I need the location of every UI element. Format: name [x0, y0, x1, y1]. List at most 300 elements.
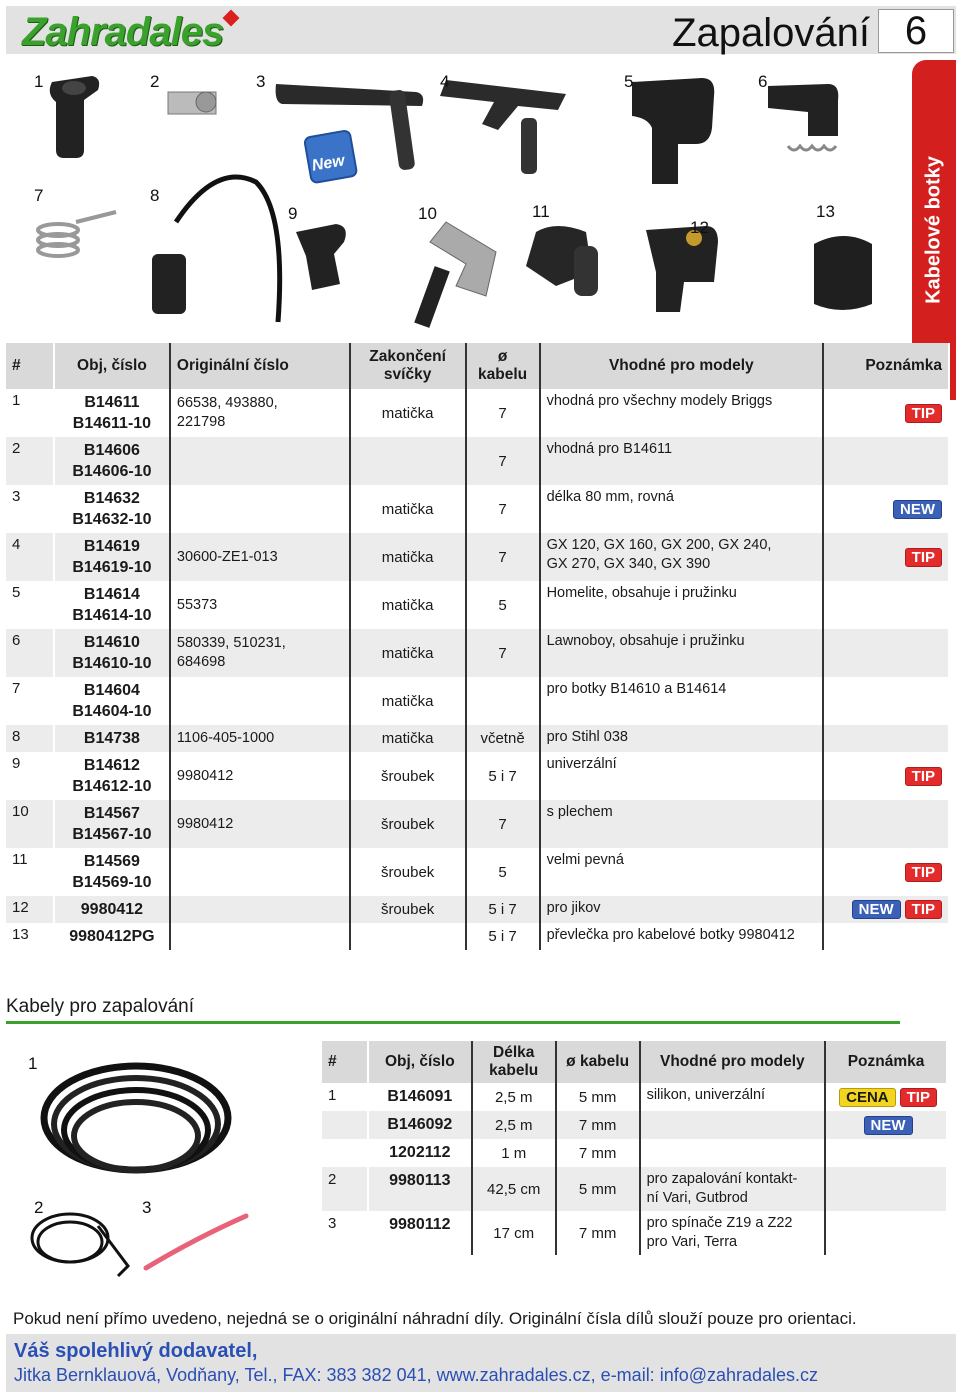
- header-orig: Originální číslo: [170, 343, 350, 389]
- boot-10-image: [414, 222, 496, 328]
- cable-diameter: [556, 1083, 640, 1111]
- cable-photos: [6, 1038, 312, 1298]
- cable-diameter: [466, 437, 540, 485]
- original-number: [170, 485, 350, 533]
- photo-label-2: 2: [150, 72, 160, 91]
- cell-line: B14619-10: [72, 559, 152, 576]
- cable-diameter: [556, 1139, 640, 1167]
- row-number: [6, 485, 54, 533]
- boots-table-body: [6, 389, 949, 950]
- table-row: [322, 1083, 947, 1111]
- plug-end: [350, 437, 466, 485]
- tip-badge: TIP: [900, 1088, 937, 1107]
- cell-line: B14632-10: [72, 511, 152, 528]
- note: [823, 752, 949, 800]
- row-number: [6, 629, 54, 677]
- header-dia: ø kabelu: [466, 343, 540, 389]
- original-number: [170, 752, 350, 800]
- table-row: [6, 629, 949, 677]
- table-row: [322, 1167, 947, 1211]
- cell-line: B14567: [83, 805, 140, 822]
- cell-line: 5 mm: [578, 1088, 617, 1106]
- cell-line: 9980113: [389, 1172, 451, 1189]
- tip-badge: TIP: [905, 404, 942, 423]
- cell-line: 221798: [176, 414, 226, 430]
- cell-line: vhodná pro všechny modely Briggs: [546, 393, 773, 409]
- cable-header-models: Vhodné pro modely: [640, 1041, 826, 1083]
- note: [823, 848, 949, 896]
- page-number: 6: [878, 9, 954, 53]
- cell-line: šroubek: [380, 901, 435, 918]
- note: [823, 581, 949, 629]
- cell-line: GX 270, GX 340, GX 390: [546, 556, 711, 572]
- cell-line: s plechem: [546, 804, 613, 820]
- table-row: [6, 800, 949, 848]
- cable-small-coil-image: [32, 1214, 128, 1276]
- cell-line: matička: [381, 404, 434, 422]
- header-models: Vhodné pro modely: [540, 343, 824, 389]
- order-number: [54, 485, 170, 533]
- cable-diameter: [466, 485, 540, 533]
- cell-line: 1202112: [389, 1144, 451, 1161]
- boot-1-image: [50, 76, 99, 158]
- row-number: [6, 896, 54, 923]
- cable-diameter: [556, 1167, 640, 1211]
- cell-line: matička: [381, 692, 434, 710]
- order-number: [54, 725, 170, 752]
- note: [823, 629, 949, 677]
- cell-line: pro Vari, Terra: [646, 1234, 738, 1250]
- cable-length: [472, 1139, 556, 1167]
- row-number: [322, 1083, 368, 1111]
- footer-contact[interactable]: Jitka Bernklauová, Vodňany, Tel., FAX: 383 382 041, www.zahradales.cz, e-mail: info@zahradales.cz: [14, 1365, 819, 1385]
- photo-label-8: 8: [150, 186, 160, 205]
- cell-line: B14614: [83, 586, 140, 603]
- order-number: [54, 848, 170, 896]
- table-row: [6, 437, 949, 485]
- boot-4-image: [440, 80, 566, 174]
- cable-diameter: [466, 896, 540, 923]
- original-number: [170, 629, 350, 677]
- row-number: [322, 1111, 368, 1139]
- cell-line: 55373: [176, 596, 218, 613]
- cell-line: 3: [12, 488, 21, 505]
- tip-badge: TIP: [905, 863, 942, 882]
- photo-label-13: 13: [816, 202, 835, 221]
- cell-line: 10: [12, 803, 29, 820]
- note: [823, 389, 949, 437]
- cable-8-image: [152, 177, 280, 322]
- cell-line: Lawnoboy, obsahuje i pružinku: [546, 633, 745, 649]
- cell-line: 7: [498, 815, 507, 833]
- tip-badge: TIP: [905, 900, 942, 919]
- row-number: [322, 1139, 368, 1167]
- order-number: [368, 1139, 472, 1167]
- cable-header-num: #: [322, 1041, 368, 1083]
- note: [825, 1111, 947, 1139]
- cell-line: 66538, 493880,: [176, 395, 278, 411]
- original-number: [170, 533, 350, 581]
- cable-photo-label-2: 2: [34, 1198, 44, 1217]
- new-badge: NEW: [893, 500, 942, 519]
- plug-end: [350, 677, 466, 725]
- cell-line: B14619: [83, 538, 140, 555]
- table-row: [6, 923, 949, 950]
- boot-6-image: [768, 84, 838, 150]
- original-number: [170, 581, 350, 629]
- suitable-models: [540, 896, 824, 923]
- page-header: [6, 6, 956, 54]
- cell-line: 3: [328, 1215, 337, 1232]
- table-row: [322, 1111, 947, 1139]
- cable-diameter: [466, 629, 540, 677]
- table-row: [6, 725, 949, 752]
- cable-section-title: Kabely pro zapalování: [6, 996, 195, 1017]
- order-number: [368, 1111, 472, 1139]
- zahradales-logo[interactable]: [22, 8, 237, 54]
- note: [823, 485, 949, 533]
- plug-end: [350, 725, 466, 752]
- original-number: [170, 800, 350, 848]
- cell-line: včetně: [480, 730, 525, 747]
- cell-line: 7: [498, 404, 507, 422]
- cap-13-image: [814, 236, 872, 310]
- cell-line: 7: [498, 452, 507, 470]
- cell-line: 8: [12, 728, 21, 745]
- cell-line: délka 80 mm, rovná: [546, 489, 674, 505]
- boot-11-image: [526, 226, 598, 296]
- cell-line: 5 mm: [578, 1180, 617, 1198]
- new-badge: NEW: [852, 900, 901, 919]
- suitable-models: [540, 437, 824, 485]
- cell-line: matička: [381, 500, 434, 518]
- cable-diameter: [466, 389, 540, 437]
- cable-diameter: [466, 677, 540, 725]
- cell-line: 5 i 7: [488, 767, 517, 785]
- row-number: [6, 437, 54, 485]
- cell-line: 7 mm: [578, 1224, 617, 1242]
- row-number: [6, 752, 54, 800]
- cable-diameter: [466, 725, 540, 752]
- cell-line: matička: [381, 644, 434, 662]
- new-badge: NEW: [864, 1116, 913, 1135]
- new-sticker-text: New: [310, 152, 346, 175]
- note: [825, 1083, 947, 1111]
- plug-end: [350, 485, 466, 533]
- cell-line: matička: [381, 548, 434, 566]
- cell-line: 1 m: [501, 1144, 527, 1162]
- cell-line: 4: [12, 536, 21, 553]
- cell-line: 13: [12, 926, 29, 943]
- cell-line: pro jikov: [546, 900, 601, 916]
- cell-line: B14610-10: [72, 655, 152, 672]
- cell-line: 9980412: [176, 815, 234, 832]
- header-note: Poznámka: [823, 343, 949, 389]
- suitable-models: [540, 581, 824, 629]
- footer-supplier: Váš spolehlivý dodavatel,: [14, 1340, 258, 1362]
- note: [823, 923, 949, 950]
- original-number: [170, 896, 350, 923]
- table-row: [6, 677, 949, 725]
- row-number: [6, 581, 54, 629]
- photo-label-6: 6: [758, 72, 768, 91]
- cell-line: B14569: [83, 853, 140, 870]
- suitable-models: [640, 1211, 826, 1255]
- cell-line: 5: [12, 584, 21, 601]
- cable-diameter: [556, 1211, 640, 1255]
- suitable-models: [540, 629, 824, 677]
- cell-line: B14606: [83, 442, 140, 459]
- cable-diameter: [466, 752, 540, 800]
- original-number: [170, 923, 350, 950]
- order-number: [54, 389, 170, 437]
- photo-label-1: 1: [34, 72, 44, 91]
- cable-diameter: [466, 923, 540, 950]
- suitable-models: [540, 533, 824, 581]
- side-tab-label: Kabelové botky: [922, 156, 945, 304]
- photo-label-4: 4: [440, 72, 450, 91]
- order-number: [368, 1211, 472, 1255]
- order-number: [54, 752, 170, 800]
- row-number: [6, 848, 54, 896]
- suitable-models: [640, 1111, 826, 1139]
- cell-line: 2,5 m: [494, 1088, 533, 1106]
- cell-line: ní Vari, Gutbrod: [646, 1190, 748, 1206]
- photo-label-5: 5: [624, 72, 634, 91]
- cell-line: B14632: [83, 490, 140, 507]
- photo-label-10: 10: [418, 204, 437, 223]
- table-row: [6, 389, 949, 437]
- note: [823, 800, 949, 848]
- cell-line: matička: [381, 596, 434, 614]
- note: [823, 725, 949, 752]
- cell-line: B14604: [83, 682, 140, 699]
- cable-photo-label-3: 3: [142, 1198, 152, 1217]
- cell-line: převlečka pro kabelové botky 9980412: [546, 927, 795, 943]
- row-number: [322, 1211, 368, 1255]
- cable-length: [472, 1083, 556, 1111]
- cell-line: 2: [328, 1171, 337, 1188]
- table-row: [6, 533, 949, 581]
- cell-line: GX 120, GX 160, GX 200, GX 240,: [546, 537, 772, 553]
- photo-label-12: 12: [690, 218, 709, 237]
- cable-photo-illustration: [6, 1038, 312, 1298]
- cell-line: B146091: [387, 1088, 453, 1105]
- cable-header-obj: Obj, číslo: [368, 1041, 472, 1083]
- cell-line: 7: [498, 500, 507, 518]
- order-number: [54, 437, 170, 485]
- suitable-models: [540, 677, 824, 725]
- cable-section-divider: [6, 1021, 900, 1024]
- original-number: [170, 677, 350, 725]
- cell-line: B14604-10: [72, 703, 152, 720]
- cable-header-len: Délka kabelu: [472, 1041, 556, 1083]
- plug-end: [350, 752, 466, 800]
- cable-diameter: [466, 533, 540, 581]
- cell-line: matička: [381, 730, 434, 747]
- order-number: [368, 1083, 472, 1111]
- cell-line: 684698: [176, 654, 226, 670]
- order-number: [368, 1167, 472, 1211]
- cell-line: 9980412PG: [69, 928, 155, 945]
- cell-line: 5 i 7: [488, 928, 517, 945]
- cell-line: pro Stihl 038: [546, 729, 628, 745]
- maple-leaf-icon: [223, 10, 240, 27]
- cell-line: 17 cm: [493, 1224, 535, 1242]
- cell-line: 9980412: [80, 901, 144, 918]
- suitable-models: [640, 1139, 826, 1167]
- suitable-models: [540, 752, 824, 800]
- row-number: [322, 1167, 368, 1211]
- cell-line: 5 i 7: [488, 901, 517, 918]
- table-row: [322, 1139, 947, 1167]
- product-photos: [6, 62, 912, 342]
- cell-line: silikon, univerzální: [646, 1087, 766, 1103]
- suitable-models: [540, 725, 824, 752]
- cell-line: 42,5 cm: [487, 1180, 541, 1198]
- photo-label-11: 11: [532, 202, 550, 221]
- plug-end: [350, 923, 466, 950]
- original-number: [170, 848, 350, 896]
- cell-line: B14606-10: [72, 463, 152, 480]
- boots-table: [6, 343, 950, 950]
- photo-label-9: 9: [288, 204, 298, 223]
- tip-badge: TIP: [905, 767, 942, 786]
- cell-line: 5: [498, 863, 507, 881]
- cell-line: 1: [328, 1087, 337, 1104]
- cell-line: šroubek: [380, 863, 435, 881]
- cell-line: šroubek: [380, 815, 435, 833]
- cell-line: B14611: [84, 394, 140, 411]
- order-number: [54, 677, 170, 725]
- boot-12-image: [646, 226, 718, 312]
- plug-end: [350, 389, 466, 437]
- cable-red-image: [146, 1216, 246, 1268]
- cell-line: 6: [12, 632, 21, 649]
- logo-text: Zahradales: [22, 10, 224, 54]
- suitable-models: [640, 1083, 826, 1111]
- row-number: [6, 533, 54, 581]
- cell-line: 7: [12, 680, 21, 697]
- order-number: [54, 533, 170, 581]
- cell-line: B14738: [83, 730, 140, 747]
- cable-header-note: Poznámka: [825, 1041, 947, 1083]
- cell-line: B14612-10: [72, 778, 152, 795]
- cable-length: [472, 1211, 556, 1255]
- cell-line: Homelite, obsahuje i pružinku: [546, 585, 737, 601]
- cable-header-dia: ø kabelu: [556, 1041, 640, 1083]
- cell-line: B14614-10: [72, 607, 152, 624]
- cables-table-header: [322, 1041, 947, 1083]
- cable-photo-label-1: 1: [28, 1054, 38, 1073]
- cell-line: 12: [12, 899, 29, 916]
- plug-end: [350, 800, 466, 848]
- cable-length: [472, 1167, 556, 1211]
- cell-line: B14567-10: [72, 826, 152, 843]
- cell-line: 5: [498, 596, 507, 614]
- table-row: [6, 581, 949, 629]
- table-row: [6, 752, 949, 800]
- cell-line: B146092: [387, 1116, 453, 1133]
- cable-diameter: [466, 800, 540, 848]
- page-footer: [6, 1334, 956, 1392]
- table-row: [6, 848, 949, 896]
- table-row: [322, 1211, 947, 1255]
- cell-line: univerzální: [546, 756, 617, 772]
- cable-diameter: [466, 848, 540, 896]
- boot-5-image: [632, 78, 714, 184]
- note: [823, 533, 949, 581]
- cell-line: 580339, 510231,: [176, 635, 286, 651]
- plug-end: [350, 896, 466, 923]
- cell-line: 1106-405-1000: [176, 730, 275, 746]
- cable-diameter: [556, 1111, 640, 1139]
- cell-line: 9980112: [389, 1216, 451, 1233]
- cable-coil-image: [44, 1066, 228, 1170]
- cell-line: 9: [12, 755, 21, 772]
- order-number: [54, 800, 170, 848]
- photo-label-7: 7: [34, 186, 44, 205]
- clip-2-image: [168, 92, 216, 114]
- plug-end: [350, 581, 466, 629]
- cell-line: pro zapalování kontakt-: [646, 1171, 798, 1187]
- cell-line: B14610: [83, 634, 140, 651]
- table-row: [6, 485, 949, 533]
- suitable-models: [540, 923, 824, 950]
- cell-line: 7: [498, 548, 507, 566]
- cell-line: 9980412: [176, 767, 234, 784]
- cell-line: B14569-10: [72, 874, 152, 891]
- plug-end: [350, 533, 466, 581]
- suitable-models: [540, 485, 824, 533]
- cell-line: 7 mm: [578, 1116, 617, 1134]
- suitable-models: [540, 800, 824, 848]
- cable-length: [472, 1111, 556, 1139]
- note: [825, 1167, 947, 1211]
- plug-end: [350, 629, 466, 677]
- order-number: [54, 896, 170, 923]
- spring-7-image: [38, 212, 116, 256]
- header-num: #: [6, 343, 54, 389]
- original-number: [170, 437, 350, 485]
- order-number: [54, 629, 170, 677]
- cell-line: vhodná pro B14611: [546, 441, 673, 457]
- footnote: Pokud není přímo uvedeno, nejedná se o originální náhradní díly. Originální čísla dílů slouží pouze pro orientaci.: [13, 1309, 857, 1328]
- cell-line: pro botky B14610 a B14614: [546, 681, 727, 697]
- suitable-models: [540, 389, 824, 437]
- note: [825, 1211, 947, 1255]
- boots-table-header: [6, 343, 949, 389]
- original-number: [170, 389, 350, 437]
- cell-line: 7 mm: [578, 1144, 617, 1162]
- row-number: [6, 725, 54, 752]
- row-number: [6, 800, 54, 848]
- row-number: [6, 677, 54, 725]
- cables-table-body: [322, 1083, 947, 1255]
- header-end: Zakončení svíčky: [350, 343, 466, 389]
- cell-line: 7: [498, 644, 507, 662]
- cell-line: B14612: [83, 757, 140, 774]
- cables-table: [322, 1041, 948, 1255]
- header-obj: Obj, číslo: [54, 343, 170, 389]
- row-number: [6, 923, 54, 950]
- plug-end: [350, 848, 466, 896]
- product-photo-illustration: [6, 62, 912, 342]
- note: [825, 1139, 947, 1167]
- tip-badge: TIP: [905, 548, 942, 567]
- row-number: [6, 389, 54, 437]
- note: [823, 677, 949, 725]
